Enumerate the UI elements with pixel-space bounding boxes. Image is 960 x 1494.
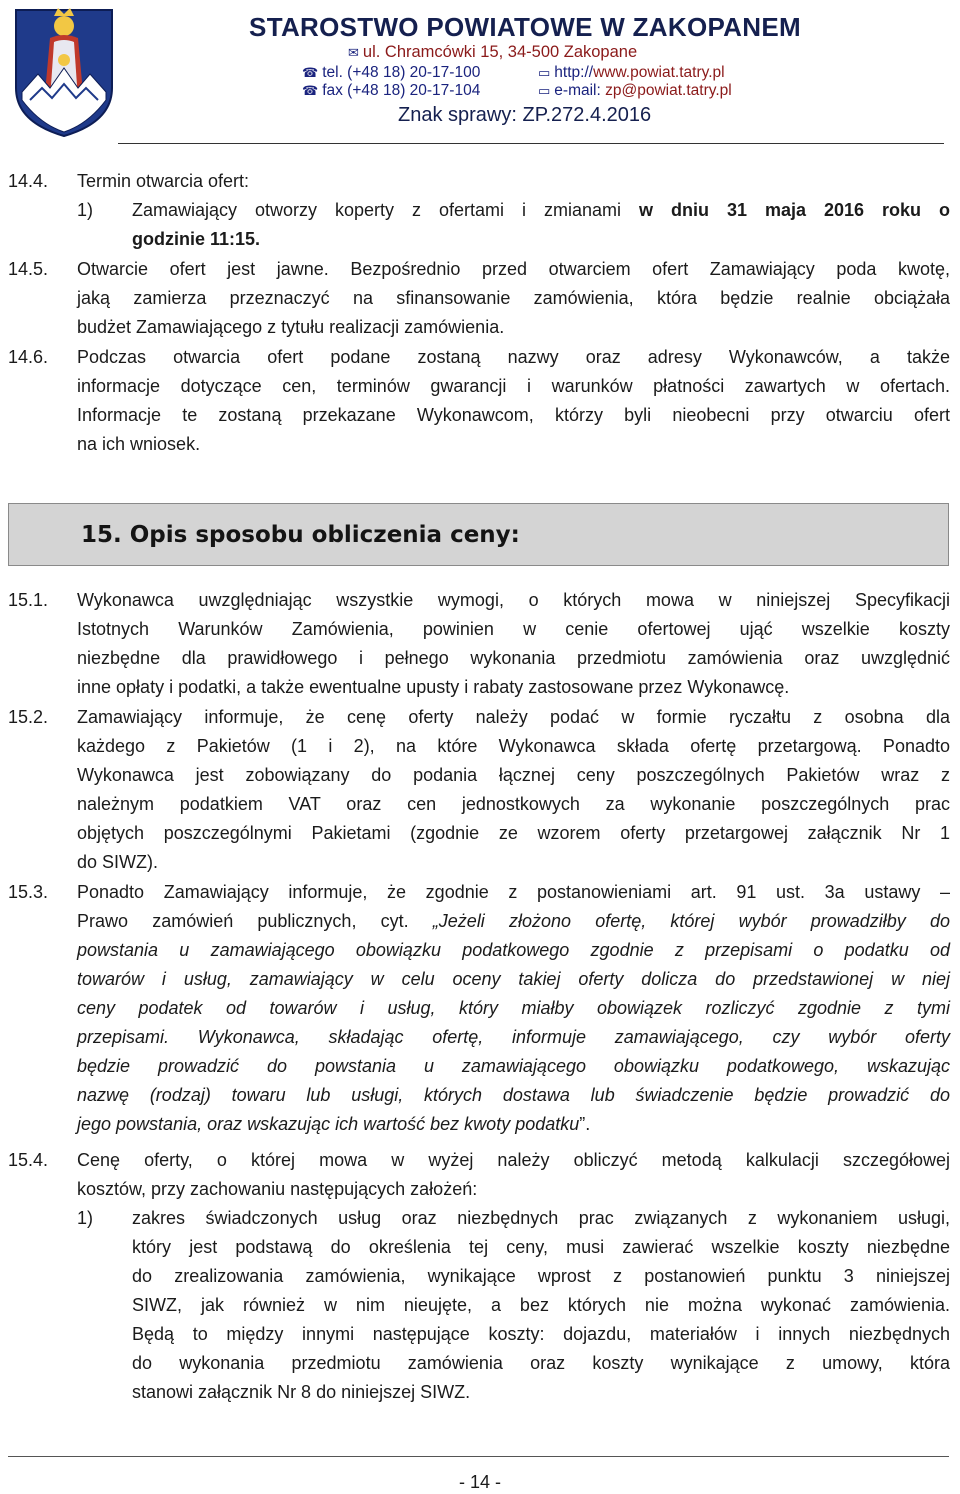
envelope-icon: ✉ <box>348 46 359 61</box>
paragraph-line: inne opłaty i podatki, a także ewentualne upusty i rabaty zastosowane przez Wykonawcę. <box>77 677 790 697</box>
quote-italic: „Jeżeli złożono ofertę, której wybór prowadziłby do <box>432 911 950 931</box>
email-link[interactable]: zp@powiat.tatry.pl <box>605 82 732 99</box>
paragraph-line: niezbędne dla prawidłowego i pełnego wykonania przedmiotu zamówienia oraz uwzględnić <box>77 648 950 668</box>
paragraph-line: Informacje te zostaną przekazane Wykonawcom, którzy byli nieobecni przy otwarciu ofert <box>77 405 950 425</box>
address-text: ul. Chramcówki 15, 34-500 Zakopane <box>362 43 638 61</box>
list-item-line: do wykonania przedmiotu zamówienia oraz koszty wynikające z umowy, która <box>132 1353 950 1373</box>
paragraph-line: objętych poszczególnymi Pakietami (zgodnie ze wzorem oferty przetargowej załącznik Nr 1 <box>77 823 950 843</box>
paragraph-line: informacje dotyczące cen, terminów gwarancji i warunków płatności zawartych w ofertach. <box>77 376 950 396</box>
fax-text: fax (+48 18) 20-17-104 <box>322 82 481 99</box>
website-link[interactable]: www.powiat.tatry.pl <box>593 64 725 81</box>
paragraph-line: budżet Zamawiającego z tytułu realizacji zamówienia. <box>77 317 505 337</box>
quote-line: towarów i usług, zamawiający w celu oceny takiej oferty dolicza do przedstawionej w niej <box>77 969 950 989</box>
quote-line: powstania u zamawiającego obowiązku podatkowego zgodnie z przepisami o podatku od <box>77 940 950 960</box>
quote-line: nazwę (rodzaj) towaru lub usługi, których dostawa lub świadczenie będzie prowadzić do <box>77 1085 950 1105</box>
section-number: 14.6. <box>8 347 49 367</box>
opening-date-bold: w dniu 31 maja 2016 roku o <box>639 200 951 220</box>
quote-close: ”. <box>579 1114 591 1134</box>
list-item-line: do zrealizowania zamówienia, wynikające wprost z postanowień punktu 3 niniejszej <box>132 1266 950 1286</box>
quote-line-last <box>77 1113 590 1135</box>
website-line <box>538 64 725 83</box>
address-line <box>348 43 637 63</box>
section-number: 14.4. <box>8 171 49 191</box>
quote-line: będzie prowadzić do powstania u zamawiającego obowiązku podatkowego, wskazując <box>77 1056 950 1076</box>
section-title: Termin otwarcia ofert: <box>77 171 250 191</box>
paragraph-line: na ich wniosek. <box>77 434 201 454</box>
section-number: 15.1. <box>8 590 49 610</box>
website-prefix: http:// <box>554 64 594 81</box>
paragraph-line: Otwarcie ofert jest jawne. Bezpośrednio przed otwarciem ofert Zamawiający poda kwotę, <box>77 259 950 279</box>
email-prefix: e-mail: <box>554 82 606 99</box>
quote-line: przepisami. Wykonawca, składając ofertę, informuje zamawiającego, czy wybór oferty <box>77 1027 950 1047</box>
coat-of-arms-emblem <box>8 4 120 140</box>
paragraph-line: Zamawiający informuje, że cenę oferty należy podać w formie ryczałtu z osobna dla <box>77 707 950 727</box>
citation-intro: Prawo zamówień publicznych, cyt. <box>77 911 433 931</box>
paragraph-line: każdego z Pakietów (1 i 2), na które Wykonawca składa ofertę przetargową. Ponadto <box>77 736 950 756</box>
office-name-title: STAROSTWO POWIATOWE W ZAKOPANEM <box>249 12 801 42</box>
opening-time-bold: godzinie 11:15. <box>132 229 261 249</box>
quote-line: ceny podatek od towarów i usług, który miałby obowiązek rozliczyć zgodnie z tymi <box>77 998 950 1018</box>
list-item-line: Będą to między innymi następujące koszty: dojazdu, materiałów i innych niezbędnych <box>132 1324 950 1344</box>
paragraph-line: Istotnych Warunków Zamówienia, powinien w cenie ofertowej ująć wszelkie koszty <box>77 619 950 639</box>
quote-italic: jego powstania, oraz wskazując ich wartość bez kwoty podatku <box>77 1114 580 1134</box>
section-heading-banner <box>8 503 949 566</box>
section-number: 14.5. <box>8 259 49 279</box>
footer-divider <box>8 1456 949 1457</box>
paragraph-line: Cenę oferty, o której mowa w wyżej należy obliczyć metodą kalkulacji szczegółowej <box>77 1150 950 1170</box>
paragraph-line <box>77 910 950 932</box>
fax-line <box>302 82 480 101</box>
paragraph-line: Ponadto Zamawiający informuje, że zgodnie z postanowieniami art. 91 ust. 3a ustawy – <box>77 882 950 902</box>
section-number: 15.2. <box>8 707 49 727</box>
computer-icon: ▭ <box>538 66 551 81</box>
list-item-line: SIWZ, jak również w nim nieujęte, a bez których nie można wykonać zamówienia. <box>132 1295 950 1315</box>
header-divider <box>118 143 944 144</box>
phone-icon: ☎ <box>302 66 319 81</box>
list-item-number: 1) <box>77 1208 94 1228</box>
list-item-text <box>132 199 950 221</box>
paragraph-line: należnym podatkiem VAT oraz cen jednostkowych za wykonanie poszczególnych prac <box>77 794 950 814</box>
paragraph-line: Wykonawca uwzględniając wszystkie wymogi, o których mowa w niniejszej Specyfikacji <box>77 590 950 610</box>
telephone-text: tel. (+48 18) 20-17-100 <box>322 64 481 81</box>
paragraph-line: Podczas otwarcia ofert podane zostaną nazwy oraz adresy Wykonawców, a także <box>77 347 950 367</box>
list-item-line: który jest podstawą do określenia tej ceny, musi zawierać wszelkie koszty niezbędne <box>132 1237 950 1257</box>
section-number: 15.3. <box>8 882 49 902</box>
list-item-text-plain: Zamawiający otworzy koperty z ofertami i zmianami <box>132 200 640 220</box>
section-number: 15.4. <box>8 1150 49 1170</box>
paragraph-line: do SIWZ). <box>77 852 159 872</box>
case-number: Znak sprawy: ZP.272.4.2016 <box>398 104 652 126</box>
page-number: - 14 - <box>458 1472 501 1492</box>
paragraph-line: Wykonawca jest zobowiązany do podania łącznej ceny poszczególnych Pakietów wraz z <box>77 765 950 785</box>
phone-icon: ☎ <box>302 84 319 99</box>
email-line <box>538 82 732 101</box>
telephone-line <box>302 64 480 83</box>
list-item-line: zakres świadczonych usług oraz niezbędnych prac związanych z wykonaniem usługi, <box>132 1208 950 1228</box>
paragraph-line: kosztów, przy zachowaniu następujących założeń: <box>77 1179 478 1199</box>
list-item-line: stanowi załącznik Nr 8 do niniejszej SIWZ. <box>132 1382 471 1402</box>
section-heading: 15. Opis sposobu obliczenia ceny: <box>81 522 520 548</box>
list-item-number: 1) <box>77 200 94 220</box>
paragraph-line: jaką zamierza przeznaczyć na sfinansowanie zamówienia, która będzie realnie obciążała <box>77 288 950 308</box>
computer-icon: ▭ <box>538 84 551 99</box>
